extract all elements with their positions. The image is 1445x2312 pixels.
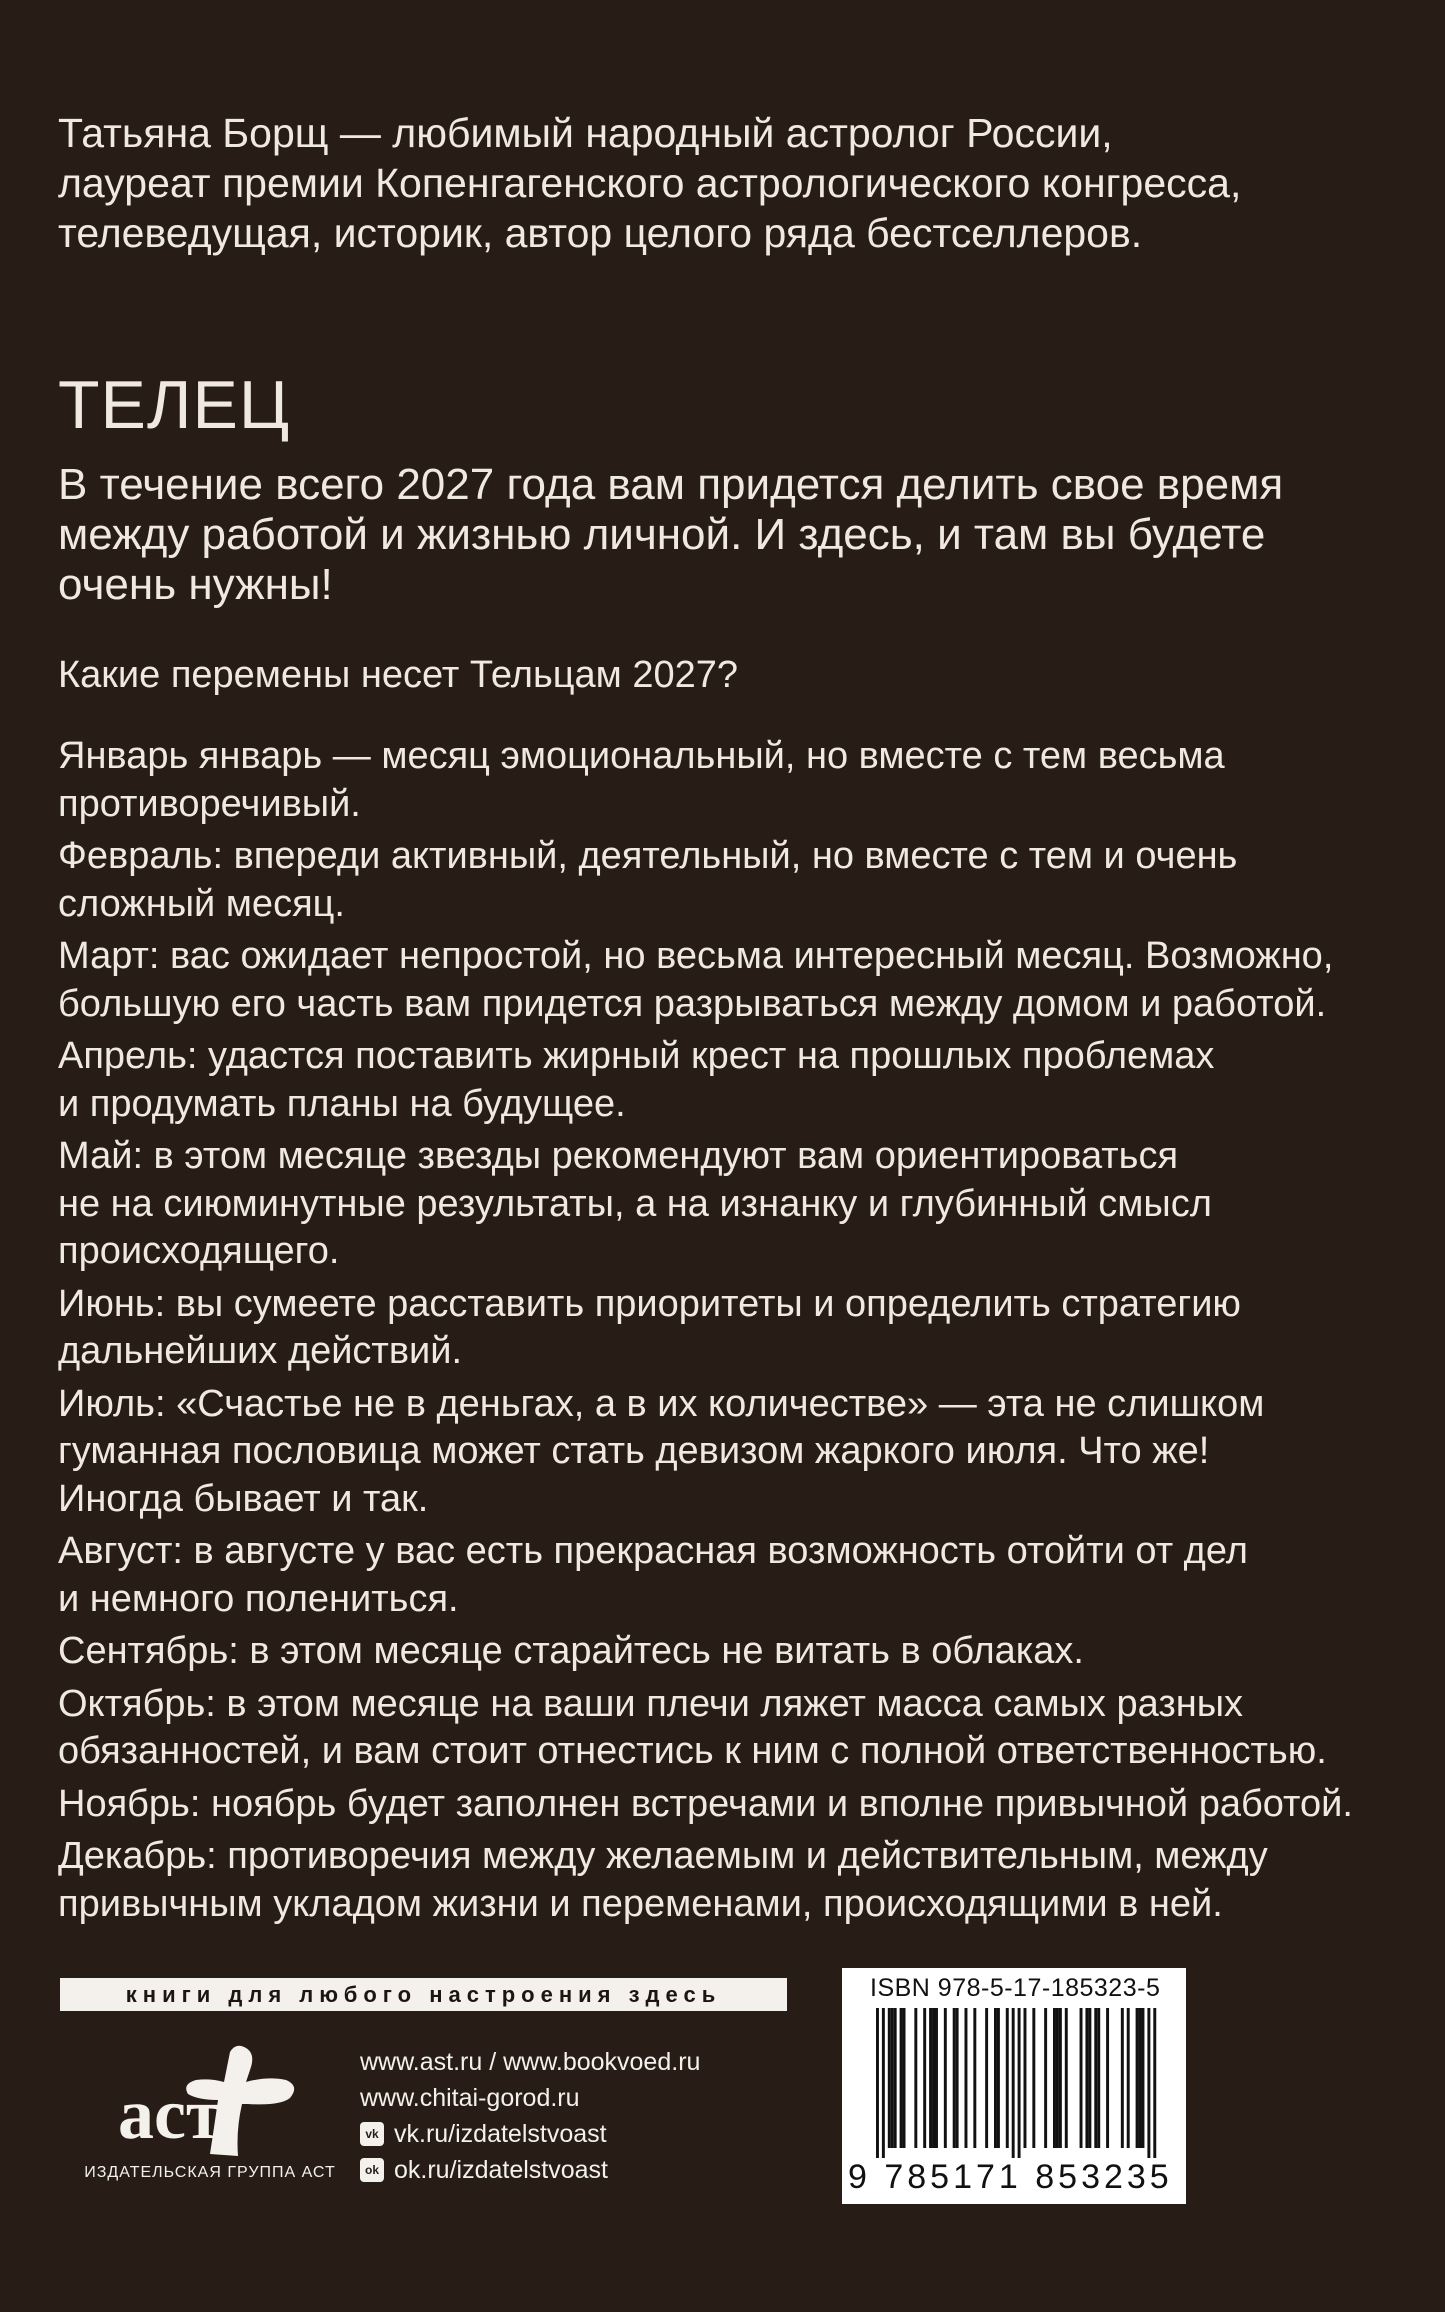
- month-forecast-line: Май: в этом месяце звезды рекомендуют вам ориентироваться: [58, 1135, 1179, 1177]
- month-forecast: [58, 1781, 1398, 1829]
- month-forecast-line: Иногда бывает и так.: [58, 1477, 429, 1520]
- month-forecast-line: обязанностей, и вам стоит отнестись к ним с полной ответственностью.: [58, 1730, 1327, 1772]
- month-forecast-line: и продумать планы на будущее.: [58, 1082, 626, 1125]
- barcode-bar: [929, 2008, 932, 2148]
- ok-link[interactable]: ok.ru/izdatelstvoast: [394, 2156, 608, 2184]
- barcode-bar: [1080, 2008, 1083, 2148]
- monthly-forecast-list: [58, 733, 1398, 1928]
- barcode-bar: [935, 2008, 938, 2148]
- barcode-bar: [1006, 2008, 1009, 2148]
- barcode-bar: [903, 2008, 906, 2148]
- month-forecast: [58, 1528, 1398, 1623]
- barcode-bar: [994, 2008, 997, 2148]
- author-bio-line: телеведущая, историк, автор целого ряда бестселлеров.: [58, 210, 1143, 256]
- barcode-bar: [1032, 2008, 1035, 2148]
- month-forecast-line: Июль: «Счастье не в деньгах, а в их количестве» — эта не слишком: [58, 1382, 1265, 1425]
- barcode-bar: [1147, 2008, 1150, 2158]
- website-link[interactable]: www.ast.ru / www.bookvoed.ru: [360, 2048, 701, 2076]
- month-forecast: [58, 1833, 1398, 1928]
- author-bio-line: лауреат премии Копенгагенского астрологического конгресса,: [58, 160, 1242, 206]
- barcode-bar: [1056, 2008, 1059, 2148]
- month-forecast: [58, 1033, 1398, 1128]
- barcode-bar: [1136, 2008, 1139, 2148]
- month-forecast-line: Март: вас ожидает непростой, но весьма интересный месяц. Возможно,: [58, 935, 1334, 977]
- intro-line: очень нужны!: [58, 560, 333, 609]
- month-forecast-line: Январь январь — месяц эмоциональный, но вместе с тем весьма: [58, 735, 1225, 777]
- barcode-bar: [944, 2008, 947, 2148]
- month-forecast-line: дальнейших действий.: [58, 1330, 463, 1372]
- month-forecast-line: привычным укладом жизни и переменами, происходящими в ней.: [58, 1882, 1223, 1925]
- month-forecast: [58, 1133, 1398, 1276]
- barcode-bar: [1012, 2008, 1015, 2158]
- tagline-bar: книги для любого настроения здесь: [60, 1978, 787, 2011]
- sign-title: ТЕЛЕЦ: [58, 367, 291, 443]
- author-bio: [58, 108, 1358, 258]
- month-forecast: [58, 833, 1398, 928]
- logo-text: аст: [118, 2074, 222, 2154]
- barcode-bar: [1127, 2008, 1130, 2148]
- vk-link[interactable]: vk.ru/izdatelstvoast: [394, 2120, 607, 2148]
- month-forecast-line: Июнь: вы сумеете расставить приоритеты и определить стратегию: [58, 1282, 1241, 1325]
- month-forecast-line: противоречивый.: [58, 782, 361, 825]
- month-forecast: [58, 1628, 1398, 1676]
- barcode-bar: [965, 2008, 968, 2148]
- barcode-box: [842, 1968, 1186, 2204]
- barcode-bar: [1018, 2008, 1021, 2158]
- author-bio-line: Татьяна Борщ — любимый народный астролог России,: [58, 110, 1113, 156]
- month-forecast-line: большую его часть вам придется разрываться между домом и работой.: [58, 982, 1327, 1025]
- barcode-bar: [1044, 2008, 1047, 2148]
- month-forecast: [58, 1681, 1398, 1776]
- barcode-bar: [888, 2008, 891, 2148]
- month-forecast-line: Декабрь: противоречия между желаемым и действительным, между: [58, 1835, 1268, 1877]
- barcode-bar: [953, 2008, 956, 2148]
- website-link[interactable]: www.chitai-gorod.ru: [360, 2084, 580, 2112]
- barcode-bar: [1088, 2008, 1091, 2148]
- barcode-bar: [1085, 2008, 1088, 2148]
- barcode-bar: [1153, 2008, 1156, 2158]
- barcode-bar: [900, 2008, 903, 2148]
- barcode-bar: [1121, 2008, 1124, 2148]
- link-row[interactable]: [360, 2152, 700, 2188]
- barcode-bar: [932, 2008, 935, 2148]
- month-forecast-line: Октябрь: в этом месяце на ваши плечи ляжет масса самых разных: [58, 1682, 1244, 1725]
- intro-paragraph: [58, 460, 1378, 610]
- barcode-bar: [1024, 2008, 1027, 2148]
- logo-caption: ИЗДАТЕЛЬСКАЯ ГРУППА АСТ: [84, 2164, 336, 2181]
- link-row[interactable]: [360, 2116, 700, 2152]
- barcode-bar: [956, 2008, 959, 2148]
- month-forecast-line: и немного полениться.: [58, 1577, 459, 1620]
- barcode-bar: [876, 2008, 879, 2158]
- month-forecast-line: Ноябрь: ноябрь будет заполнен встречами и вполне привычной работой.: [58, 1782, 1353, 1825]
- barcode-bar: [894, 2008, 897, 2148]
- ok-icon: ok: [360, 2158, 384, 2182]
- month-forecast-line: гуманная пословица может стать девизом жаркого июля. Что же!: [58, 1430, 1210, 1472]
- barcode-bar: [1053, 2008, 1056, 2148]
- month-forecast-line: Август: в августе у вас есть прекрасная возможность отойти от дел: [58, 1530, 1248, 1572]
- month-forecast-line: не на сиюминутные результаты, а на изнанку и глубинный смысл: [58, 1182, 1212, 1225]
- barcode-bar: [1139, 2008, 1142, 2148]
- month-forecast-line: Февраль: впереди активный, деятельный, но вместе с тем и очень: [58, 835, 1238, 877]
- month-forecast-line: Апрель: удастся поставить жирный крест на прошлых проблемах: [58, 1035, 1215, 1077]
- barcode-bar: [882, 2008, 885, 2158]
- barcode-bar: [1097, 2008, 1100, 2148]
- intro-line: между работой и жизнью личной. И здесь, и там вы будете: [58, 510, 1266, 559]
- barcode-bar: [973, 2008, 976, 2148]
- month-forecast: [58, 1381, 1398, 1524]
- barcode-bar: [891, 2008, 894, 2148]
- month-forecast-line: происходящего.: [58, 1230, 340, 1272]
- barcode-bar: [1142, 2008, 1145, 2148]
- barcode-bar: [1065, 2008, 1068, 2148]
- barcode-bar: [1106, 2008, 1109, 2148]
- link-row[interactable]: [360, 2080, 700, 2116]
- barcode-bar: [1094, 2008, 1097, 2148]
- intro-line: В течение всего 2027 года вам придется делить свое время: [58, 460, 1284, 509]
- barcode-bar: [1059, 2008, 1062, 2148]
- month-forecast: [58, 733, 1398, 828]
- barcode-bar: [985, 2008, 988, 2148]
- link-row[interactable]: [360, 2044, 700, 2080]
- barcode-bar: [923, 2008, 926, 2148]
- vk-icon: vk: [360, 2122, 384, 2146]
- publisher-links: [360, 2044, 700, 2188]
- question-heading: Какие перемены несет Тельцам 2027?: [58, 654, 739, 696]
- isbn-text: ISBN 978-5-17-185323-5: [870, 1974, 1161, 2002]
- month-forecast-line: сложный месяц.: [58, 882, 345, 925]
- barcode-bar: [997, 2008, 1000, 2148]
- month-forecast: [58, 933, 1398, 1028]
- barcode-bar: [914, 2008, 917, 2148]
- month-forecast-line: Сентябрь: в этом месяце старайтесь не витать в облаках.: [58, 1630, 1084, 1672]
- barcode-digits: 9 785171 853235: [848, 2158, 1173, 2196]
- barcode-bars: [852, 2008, 1176, 2158]
- month-forecast: [58, 1281, 1398, 1376]
